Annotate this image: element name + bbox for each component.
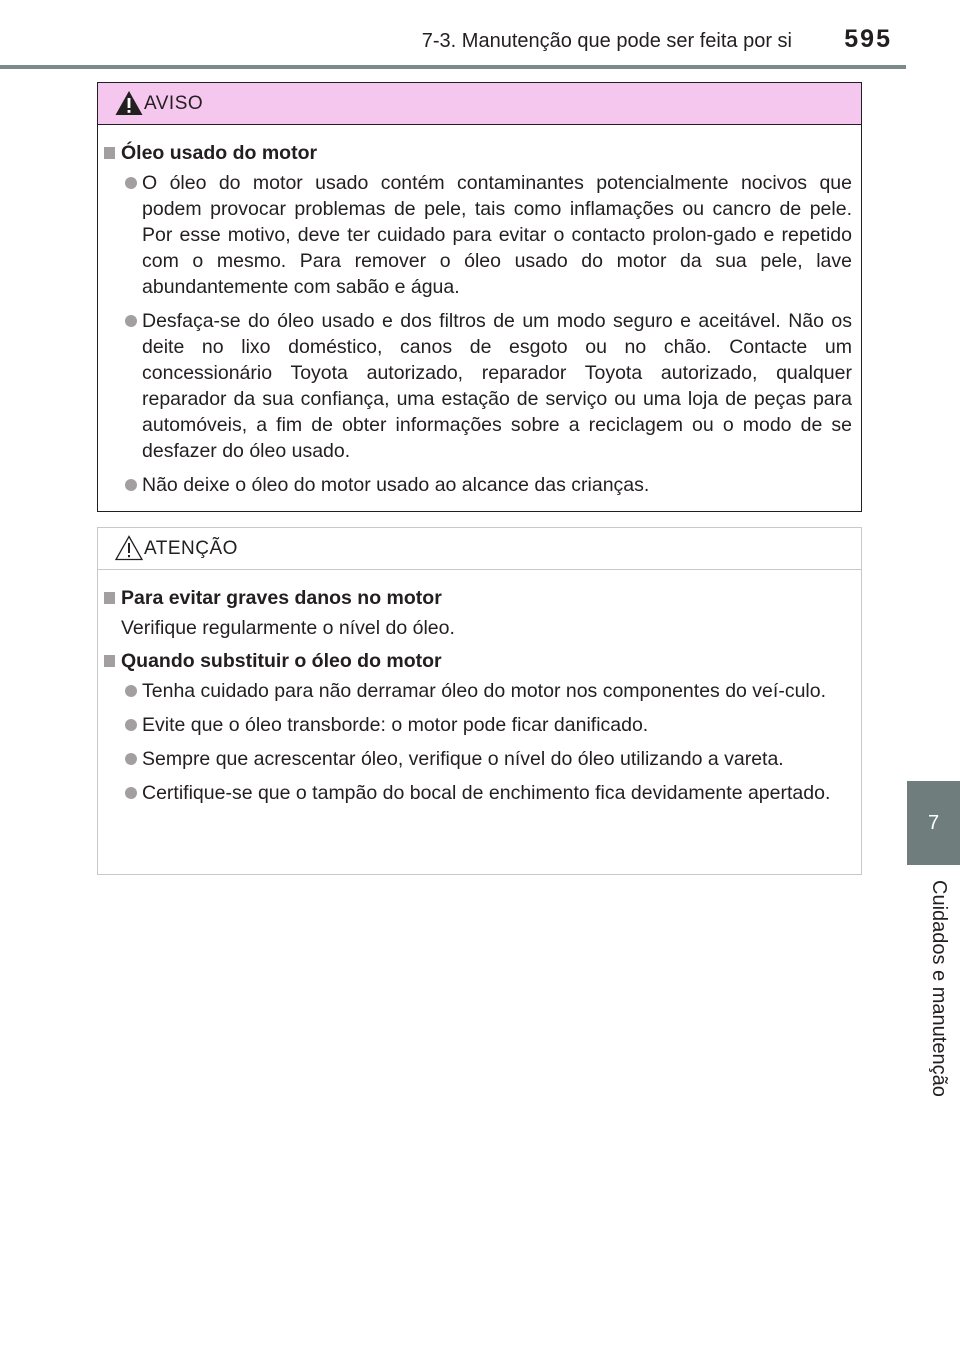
list-item <box>125 308 852 464</box>
list-item-text: O óleo do motor usado contém contaminantes potencialmente nocivos que podem provocar problemas de pele, tais como inflamações ou cancro de pele. Por esse motivo, deve ter cuidado para evitar o contacto prolon-gado e repetido com o mesmo. Para remover o óleo usado do motor da sua pele, lave abundantemente com sabão e água. <box>142 172 852 298</box>
warning-heading <box>104 140 852 166</box>
chapter-number: 7 <box>927 811 940 834</box>
notice-heading-2 <box>104 648 852 674</box>
square-bullet-icon <box>104 655 115 667</box>
chapter-title: Cuidados e manutenção <box>928 880 950 1097</box>
round-bullet-icon <box>125 753 137 765</box>
notice-header <box>98 528 861 570</box>
list-item <box>125 678 852 704</box>
notice-heading-text: Quando substituir o óleo do motor <box>121 650 442 672</box>
square-bullet-icon <box>104 147 115 159</box>
page-header <box>0 0 960 70</box>
square-bullet-icon <box>104 592 115 604</box>
list-item <box>125 170 852 300</box>
chapter-tab <box>907 781 960 865</box>
notice-paragraph: Verifique regularmente o nível do óleo. <box>121 617 455 639</box>
list-item-text: Sempre que acrescentar óleo, verifique o nível do óleo utilizando a vareta. <box>142 748 784 770</box>
round-bullet-icon <box>125 177 137 189</box>
warning-label: AVISO <box>144 92 204 114</box>
round-bullet-icon <box>125 719 137 731</box>
list-item <box>125 746 852 772</box>
header-rule <box>0 65 906 69</box>
round-bullet-icon <box>125 315 137 327</box>
page-number: 595 <box>844 25 892 53</box>
notice-heading-1 <box>104 585 852 611</box>
notice-heading-text: Para evitar graves danos no motor <box>121 587 442 609</box>
warning-heading-text: Óleo usado do motor <box>121 142 318 164</box>
warning-body <box>98 125 861 498</box>
warning-triangle-filled-icon <box>114 89 144 117</box>
list-item <box>125 712 852 738</box>
list-item <box>125 472 852 498</box>
list-item <box>125 780 852 806</box>
warning-header <box>98 83 861 125</box>
notice-body <box>98 570 861 806</box>
round-bullet-icon <box>125 787 137 799</box>
round-bullet-icon <box>125 685 137 697</box>
section-title: 7-3. Manutenção que pode ser feita por si <box>421 30 792 52</box>
round-bullet-icon <box>125 479 137 491</box>
warning-box <box>97 82 862 512</box>
notice-label: ATENÇÃO <box>144 537 238 559</box>
list-item-text: Não deixe o óleo do motor usado ao alcance das crianças. <box>142 474 650 496</box>
list-item-text: Evite que o óleo transborde: o motor pode ficar danificado. <box>142 714 649 736</box>
list-item-text: Certifique-se que o tampão do bocal de enchimento fica devidamente apertado. <box>142 782 831 804</box>
list-item-text: Tenha cuidado para não derramar óleo do motor nos componentes do veí-culo. <box>142 680 827 702</box>
warning-triangle-outline-icon <box>114 534 144 562</box>
list-item-text: Desfaça-se do óleo usado e dos filtros de um modo seguro e aceitável. Não os deite no lixo doméstico, canos de esgoto ou no chão. Contacte um concessionário Toyota autorizado, reparador Toyota autorizado, qualquer reparador da sua confiança, uma estação de serviço ou uma loja de peças para automóveis, a fim de obter informações sobre a reciclagem ou o modo de se desfazer do óleo usado. <box>142 310 852 462</box>
notice-box <box>97 527 862 875</box>
